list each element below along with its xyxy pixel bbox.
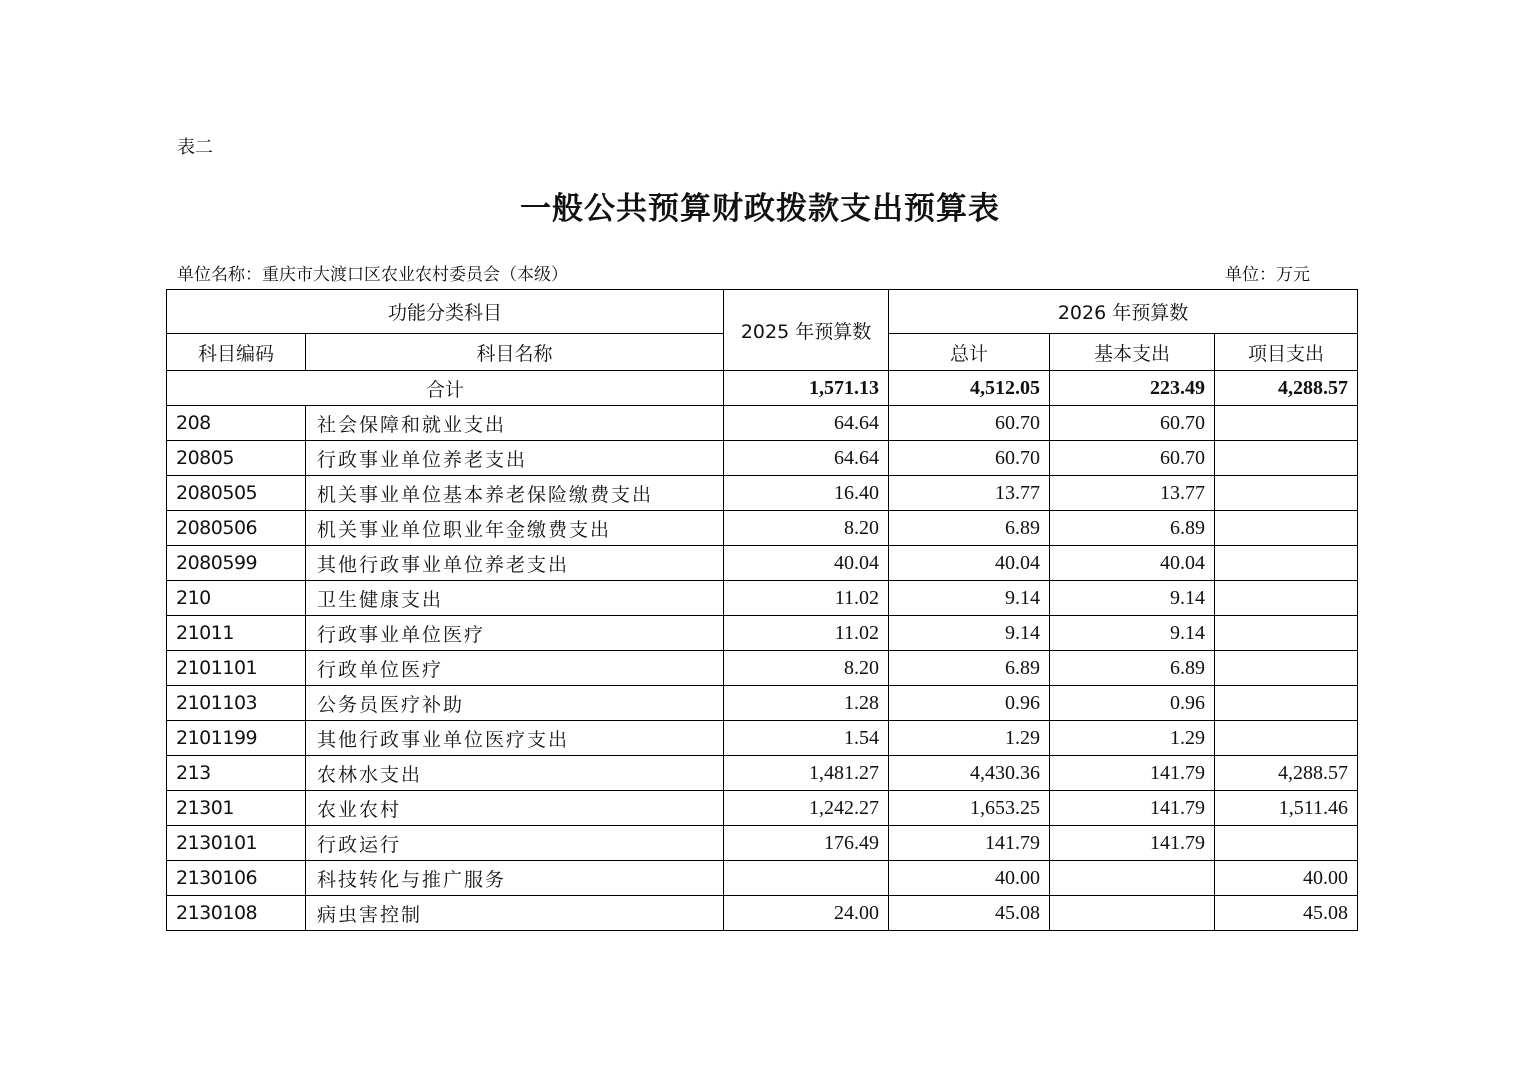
- cell-budget-2025: 40.04: [724, 546, 889, 581]
- cell-budget-2026-project: [1215, 511, 1358, 546]
- budget-table: [166, 289, 1358, 931]
- cell-code: 2130108: [167, 896, 306, 931]
- cell-budget-2026-basic: 40.04: [1050, 546, 1215, 581]
- table-row: [167, 441, 1358, 476]
- cell-code: 2130106: [167, 861, 306, 896]
- cell-budget-2026-total: 6.89: [889, 651, 1050, 686]
- cell-budget-2026-project: [1215, 476, 1358, 511]
- cell-name: 机关事业单位基本养老保险缴费支出: [306, 476, 724, 511]
- cell-budget-2026-basic: 6.89: [1050, 511, 1215, 546]
- total-label: 合计: [167, 371, 724, 406]
- cell-code: 21301: [167, 791, 306, 826]
- cell-budget-2026-total: 40.04: [889, 546, 1050, 581]
- table-row: [167, 686, 1358, 721]
- header-total: 总计: [889, 334, 1050, 371]
- cell-budget-2026-total: 6.89: [889, 511, 1050, 546]
- cell-budget-2025: [724, 861, 889, 896]
- cell-code: 208: [167, 406, 306, 441]
- cell-code: 21011: [167, 616, 306, 651]
- table-row: [167, 896, 1358, 931]
- cell-budget-2025: 16.40: [724, 476, 889, 511]
- cell-budget-2026-project: [1215, 826, 1358, 861]
- cell-budget-2025: 8.20: [724, 651, 889, 686]
- header-functional-category: 功能分类科目: [167, 290, 724, 334]
- table-row: [167, 651, 1358, 686]
- table-row: [167, 476, 1358, 511]
- total-budget-2025: 1,571.13: [724, 371, 889, 406]
- cell-budget-2026-basic: 141.79: [1050, 826, 1215, 861]
- table-number: 表二: [177, 137, 213, 158]
- cell-budget-2026-basic: 60.70: [1050, 441, 1215, 476]
- cell-budget-2025: 1.28: [724, 686, 889, 721]
- table-row: [167, 791, 1358, 826]
- cell-budget-2026-project: [1215, 651, 1358, 686]
- cell-budget-2026-total: 9.14: [889, 581, 1050, 616]
- table-row: [167, 546, 1358, 581]
- table-body: [167, 371, 1358, 931]
- cell-budget-2026-basic: 0.96: [1050, 686, 1215, 721]
- cell-budget-2025: 1,242.27: [724, 791, 889, 826]
- cell-name: 卫生健康支出: [306, 581, 724, 616]
- cell-budget-2026-total: 60.70: [889, 441, 1050, 476]
- cell-code: 2130101: [167, 826, 306, 861]
- header-budget-2025: 2025 年预算数: [724, 290, 889, 371]
- cell-code: 20805: [167, 441, 306, 476]
- cell-budget-2026-project: 40.00: [1215, 861, 1358, 896]
- cell-name: 行政事业单位医疗: [306, 616, 724, 651]
- cell-name: 科技转化与推广服务: [306, 861, 724, 896]
- cell-budget-2026-total: 13.77: [889, 476, 1050, 511]
- header-budget-2026: 2026 年预算数: [889, 290, 1358, 334]
- header-basic: 基本支出: [1050, 334, 1215, 371]
- cell-budget-2026-project: 45.08: [1215, 896, 1358, 931]
- cell-budget-2026-basic: 60.70: [1050, 406, 1215, 441]
- cell-budget-2026-total: 40.00: [889, 861, 1050, 896]
- cell-budget-2026-total: 45.08: [889, 896, 1050, 931]
- table-row: [167, 721, 1358, 756]
- total-budget-2026-project: 4,288.57: [1215, 371, 1358, 406]
- header-code: 科目编码: [167, 334, 306, 371]
- total-row: [167, 371, 1358, 406]
- cell-budget-2026-basic: 141.79: [1050, 791, 1215, 826]
- cell-budget-2025: 1.54: [724, 721, 889, 756]
- cell-budget-2026-basic: [1050, 896, 1215, 931]
- header-project: 项目支出: [1215, 334, 1358, 371]
- cell-budget-2026-project: [1215, 581, 1358, 616]
- cell-budget-2025: 1,481.27: [724, 756, 889, 791]
- table-row: [167, 511, 1358, 546]
- table-row: [167, 826, 1358, 861]
- cell-budget-2026-basic: 141.79: [1050, 756, 1215, 791]
- cell-code: 213: [167, 756, 306, 791]
- cell-budget-2025: 24.00: [724, 896, 889, 931]
- header-name: 科目名称: [306, 334, 724, 371]
- cell-budget-2025: 64.64: [724, 441, 889, 476]
- cell-budget-2025: 176.49: [724, 826, 889, 861]
- cell-budget-2026-basic: 9.14: [1050, 581, 1215, 616]
- cell-name: 行政事业单位养老支出: [306, 441, 724, 476]
- cell-budget-2026-total: 9.14: [889, 616, 1050, 651]
- cell-budget-2026-project: [1215, 686, 1358, 721]
- cell-budget-2026-basic: 9.14: [1050, 616, 1215, 651]
- cell-code: 2101103: [167, 686, 306, 721]
- cell-budget-2026-project: [1215, 616, 1358, 651]
- cell-code: 2101199: [167, 721, 306, 756]
- cell-budget-2026-project: [1215, 721, 1358, 756]
- table-row: [167, 861, 1358, 896]
- cell-budget-2026-basic: 13.77: [1050, 476, 1215, 511]
- cell-budget-2026-total: 141.79: [889, 826, 1050, 861]
- table-row: [167, 406, 1358, 441]
- table-row: [167, 616, 1358, 651]
- cell-name: 病虫害控制: [306, 896, 724, 931]
- cell-code: 2080505: [167, 476, 306, 511]
- cell-name: 其他行政事业单位医疗支出: [306, 721, 724, 756]
- cell-name: 其他行政事业单位养老支出: [306, 546, 724, 581]
- cell-code: 2080506: [167, 511, 306, 546]
- cell-budget-2025: 11.02: [724, 581, 889, 616]
- cell-budget-2026-total: 60.70: [889, 406, 1050, 441]
- total-budget-2026-basic: 223.49: [1050, 371, 1215, 406]
- table-row: [167, 756, 1358, 791]
- cell-name: 公务员医疗补助: [306, 686, 724, 721]
- cell-name: 行政运行: [306, 826, 724, 861]
- total-budget-2026-total: 4,512.05: [889, 371, 1050, 406]
- currency-unit-label: 单位：万元: [1225, 265, 1310, 285]
- cell-name: 农林水支出: [306, 756, 724, 791]
- cell-code: 2101101: [167, 651, 306, 686]
- cell-name: 机关事业单位职业年金缴费支出: [306, 511, 724, 546]
- cell-budget-2026-project: [1215, 546, 1358, 581]
- cell-code: 2080599: [167, 546, 306, 581]
- cell-budget-2026-total: 1,653.25: [889, 791, 1050, 826]
- page-title: 一般公共预算财政拨款支出预算表: [520, 191, 1000, 227]
- cell-budget-2026-basic: [1050, 861, 1215, 896]
- cell-name: 农业农村: [306, 791, 724, 826]
- cell-budget-2025: 11.02: [724, 616, 889, 651]
- cell-budget-2026-project: 1,511.46: [1215, 791, 1358, 826]
- cell-budget-2025: 64.64: [724, 406, 889, 441]
- cell-budget-2026-total: 4,430.36: [889, 756, 1050, 791]
- cell-code: 210: [167, 581, 306, 616]
- cell-budget-2026-project: [1215, 441, 1358, 476]
- cell-name: 行政单位医疗: [306, 651, 724, 686]
- cell-budget-2026-project: 4,288.57: [1215, 756, 1358, 791]
- cell-budget-2025: 8.20: [724, 511, 889, 546]
- table-header: [167, 290, 1358, 371]
- cell-budget-2026-total: 1.29: [889, 721, 1050, 756]
- unit-name-label: 单位名称：重庆市大渡口区农业农村委员会（本级）: [177, 265, 568, 285]
- table-row: [167, 581, 1358, 616]
- cell-budget-2026-project: [1215, 406, 1358, 441]
- cell-budget-2026-basic: 1.29: [1050, 721, 1215, 756]
- cell-name: 社会保障和就业支出: [306, 406, 724, 441]
- cell-budget-2026-basic: 6.89: [1050, 651, 1215, 686]
- cell-budget-2026-total: 0.96: [889, 686, 1050, 721]
